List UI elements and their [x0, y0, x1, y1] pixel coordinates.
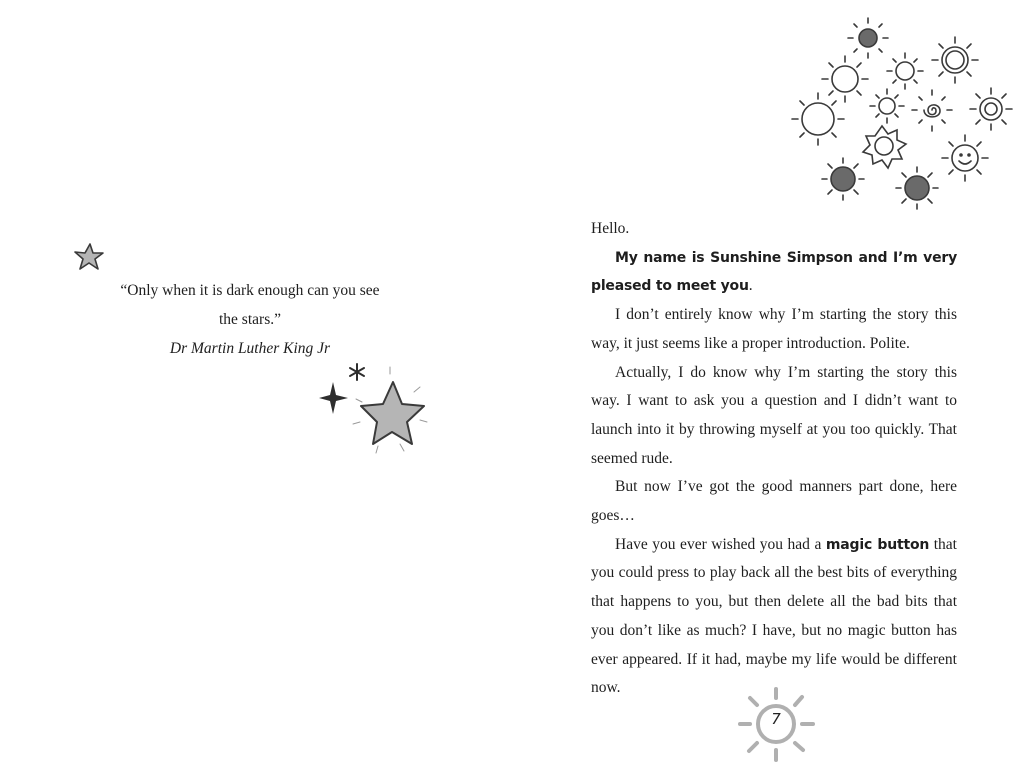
- paragraph: But now I’ve got the good manners part done, here goes…: [591, 478, 957, 525]
- large-star-icon: [353, 367, 427, 453]
- epigraph-line-1: “Only when it is dark enough can you see: [120, 282, 380, 299]
- sun-icon: [870, 89, 904, 123]
- text-segment: Have you ever wished you had a: [615, 535, 826, 553]
- paragraph: Actually, I do know why I’m starting the story this way. I want to ask you a question and I didn’t want to launch into it by throwing myself at you too quickly. That seemed rude.: [591, 363, 957, 467]
- paragraph: I don’t entirely know why I’m starting the story this way, it just seems like a proper introduction. Polite.: [591, 306, 957, 352]
- spiral-sun-icon: [912, 90, 952, 131]
- magic-button-paragraph: [591, 531, 957, 703]
- intro-end: .: [748, 277, 753, 295]
- sun-icon: [792, 93, 844, 145]
- intro-paragraph: [591, 244, 957, 301]
- sun-icon: [848, 18, 888, 58]
- sun-icon: [887, 53, 923, 89]
- epigraph: [112, 276, 388, 363]
- stars-illustration: [318, 362, 428, 457]
- epigraph-attribution: Dr Martin Luther King Jr: [169, 340, 331, 357]
- magic-button-emphasis: magic button: [825, 536, 930, 553]
- sun-icon: [822, 56, 868, 102]
- sun-icon: [822, 158, 864, 200]
- story-text: [591, 215, 957, 703]
- zigzag-sun-icon: [863, 126, 906, 168]
- smiling-sun-icon: [942, 135, 988, 181]
- greeting-paragraph: Hello.: [591, 220, 630, 237]
- intro-emphasis: My name is Sunshine Simpson and I’m very pleased to meet you: [591, 249, 957, 295]
- page-number: 7: [771, 710, 781, 728]
- epigraph-line-2: the stars.”: [219, 311, 281, 328]
- suns-illustration: [796, 18, 1024, 218]
- sun-icon: [970, 88, 1012, 130]
- sun-icon: [896, 167, 938, 209]
- asterisk-star-icon: [350, 364, 364, 380]
- sparkle-star-icon: [319, 382, 348, 414]
- text-segment: that you could press to play back all the best bits of everything that happens to you, but then delete all the bad bits that you don’t like as much? I have, but no magic button has ever appeared. If it had, maybe my life would be different now.: [591, 535, 957, 697]
- sun-icon: [932, 37, 978, 83]
- right-page: [512, 0, 1024, 779]
- small-star-icon: [73, 241, 105, 273]
